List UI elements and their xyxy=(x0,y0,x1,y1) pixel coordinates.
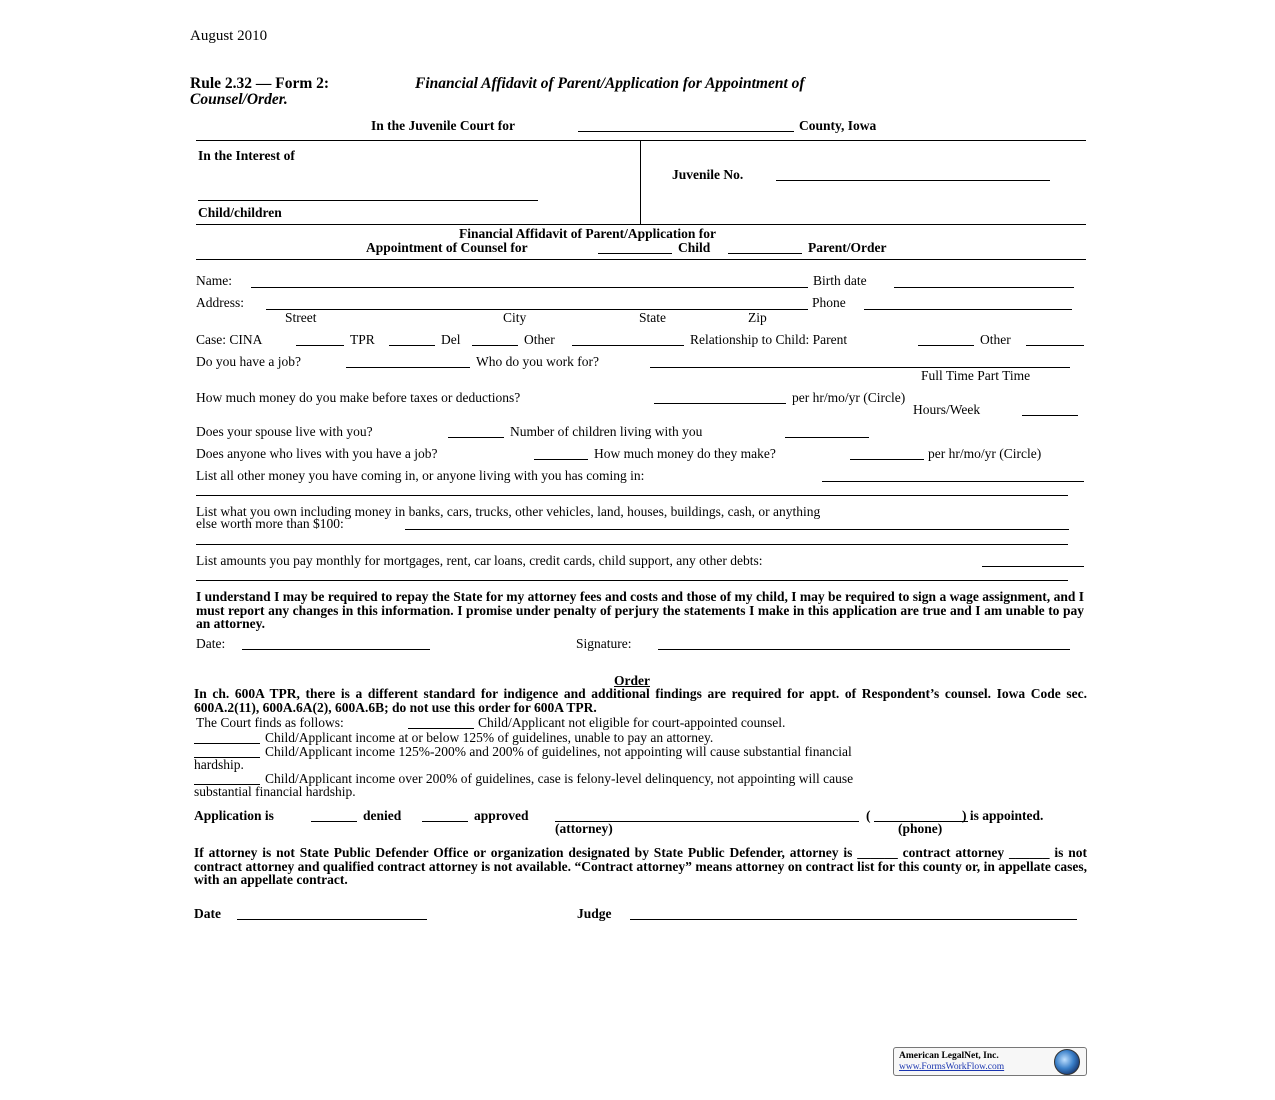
order-date-field[interactable] xyxy=(237,919,427,920)
income-label: How much money do you make before taxes or deductions? xyxy=(196,390,521,405)
affiant-date-field[interactable] xyxy=(242,649,430,650)
del-field[interactable] xyxy=(472,345,518,346)
job-label: Do you have a job? xyxy=(196,354,301,369)
relationship-other-field[interactable] xyxy=(1026,345,1084,346)
children-count-label: Number of children living with you xyxy=(510,424,703,439)
court-prefix: In the Juvenile Court for xyxy=(371,118,515,133)
interest-of-label: In the Interest of xyxy=(198,148,295,163)
caption-bottom-rule xyxy=(196,224,1086,225)
assets-field-2[interactable] xyxy=(196,544,1068,545)
assets-label-line2: else worth more than $100: xyxy=(196,516,344,531)
street-caption: Street xyxy=(285,310,317,325)
full-part-time: Full Time Part Time xyxy=(921,368,1031,383)
state-caption: State xyxy=(639,310,666,325)
debts-label: List amounts you pay monthly for mortgages, rent, car loans, credit cards, child support, any other debts: xyxy=(196,553,763,568)
finding-2-text: Child/Applicant income at or below 125% of guidelines, unable to pay an attorney. xyxy=(265,730,714,745)
company-url[interactable]: www.FormsWorkFlow.com xyxy=(899,1062,1005,1072)
denied-field[interactable] xyxy=(311,821,357,822)
phone-caption: (phone) xyxy=(898,821,943,836)
phone-field[interactable] xyxy=(864,309,1072,310)
address-label: Address: xyxy=(196,295,244,310)
income-field[interactable] xyxy=(654,403,786,404)
household-income-label: How much money do they make? xyxy=(594,446,776,461)
finding-3-text-line1: Child/Applicant income 125%-200% and 200% of guidelines, not appointing will cause substantial financial xyxy=(265,744,852,759)
affiant-date-label: Date: xyxy=(196,636,226,651)
job-field[interactable] xyxy=(346,367,470,368)
case-del-label: Del xyxy=(441,332,461,347)
globe-icon xyxy=(1054,1049,1080,1075)
contract-attorney-text: If attorney is not State Public Defender Office or organization designated by State Public Defender, attorney is ______ contract attorney ______ is not contract attorney and qualified contract attorney is not available. “Contract attorney” means attorney on contract list for this county or, in appellate cases, with an appellate contract. xyxy=(194,845,1087,887)
case-other-field[interactable] xyxy=(572,345,684,346)
juvenile-no-field[interactable] xyxy=(776,180,1050,181)
rule-number: Rule 2.32 — Form 2: xyxy=(190,75,330,92)
phone-paren-open: ( xyxy=(866,808,871,823)
application-is-label: Application is xyxy=(194,808,274,823)
american-legalnet-logo[interactable] xyxy=(893,1047,1087,1076)
form-title-line2: Counsel/Order. xyxy=(190,91,288,108)
approved-field[interactable] xyxy=(422,821,468,822)
affidavit-title-child: Child xyxy=(678,240,711,255)
child-name-field[interactable] xyxy=(198,200,538,201)
household-job-label: Does anyone who lives with you have a job? xyxy=(196,446,438,461)
counsel-for-parent-field[interactable] xyxy=(728,253,802,254)
form-title-line1: Financial Affidavit of Parent/Application for Appointment of xyxy=(415,75,805,92)
court-finds-label: The Court finds as follows: xyxy=(196,715,344,730)
counsel-for-child-field[interactable] xyxy=(598,253,672,254)
denied-label: denied xyxy=(363,808,402,823)
order-note: In ch. 600A TPR, there is a different standard for indigence and additional findings are required for appt. of Respondent’s counsel. Iowa Code sec. 600A.2(11), 600A.6A(2), 600A.6B; do not use this order for 600A TPR. xyxy=(194,686,1087,715)
name-label: Name: xyxy=(196,273,232,288)
address-field[interactable] xyxy=(266,309,808,310)
household-per-label: per hr/mo/yr (Circle) xyxy=(928,446,1042,461)
name-field[interactable] xyxy=(251,287,808,288)
finding-4-text-line2: substantial financial hardship. xyxy=(194,784,356,799)
debts-field[interactable] xyxy=(982,566,1084,567)
children-count-field[interactable] xyxy=(785,437,869,438)
relationship-parent-label: Relationship to Child: Parent xyxy=(690,332,848,347)
debts-field-2[interactable] xyxy=(196,580,1068,581)
affidavit-title-line2a: Appointment of Counsel for xyxy=(366,240,528,255)
household-income-field[interactable] xyxy=(850,459,924,460)
zip-caption: Zip xyxy=(748,310,767,325)
case-tpr-label: TPR xyxy=(350,332,375,347)
finding-1-field[interactable] xyxy=(408,728,474,729)
spouse-label: Does your spouse live with you? xyxy=(196,424,373,439)
birth-date-label: Birth date xyxy=(813,273,867,288)
case-cina-label: Case: CINA xyxy=(196,332,263,347)
court-suffix: County, Iowa xyxy=(799,118,877,133)
assets-field[interactable] xyxy=(405,529,1069,530)
relationship-parent-field[interactable] xyxy=(918,345,974,346)
juvenile-no-label: Juvenile No. xyxy=(672,167,744,182)
cina-field[interactable] xyxy=(296,345,344,346)
hours-week-label: Hours/Week xyxy=(913,402,981,417)
other-income-field-2[interactable] xyxy=(196,495,1068,496)
affidavit-title-parent: Parent/Order xyxy=(808,240,887,255)
finding-4-text-line1: Child/Applicant income over 200% of guidelines, case is felony-level delinquency, not appointing will cause xyxy=(265,771,854,786)
work-for-label: Who do you work for? xyxy=(476,354,599,369)
affidavit-title-rule xyxy=(196,259,1086,260)
finding-2-field[interactable] xyxy=(194,743,260,744)
assets-label-line1: List what you own including money in banks, cars, trucks, other vehicles, land, houses, buildings, cash, or anything xyxy=(196,504,821,519)
order-heading: Order xyxy=(614,673,650,688)
household-job-field[interactable] xyxy=(534,459,588,460)
phone-label: Phone xyxy=(812,295,846,310)
affidavit-title-line1: Financial Affidavit of Parent/Application for xyxy=(459,226,716,241)
birth-date-field[interactable] xyxy=(894,287,1074,288)
attorney-caption: (attorney) xyxy=(555,821,613,836)
finding-1-text: Child/Applicant not eligible for court-appointed counsel. xyxy=(478,715,786,730)
tpr-field[interactable] xyxy=(389,345,435,346)
judge-label: Judge xyxy=(577,906,612,921)
hours-week-field[interactable] xyxy=(1022,415,1078,416)
case-other-label: Other xyxy=(524,332,555,347)
child-label: Child/children xyxy=(198,205,282,220)
approved-label: approved xyxy=(474,808,529,823)
income-per-label: per hr/mo/yr (Circle) xyxy=(792,390,906,405)
signature-label: Signature: xyxy=(576,636,632,651)
city-caption: City xyxy=(503,310,527,325)
finding-3-text-line2: hardship. xyxy=(194,757,244,772)
company-name: American LegalNet, Inc. xyxy=(899,1051,999,1061)
order-date-label: Date xyxy=(194,906,221,921)
appointed-label: ) is appointed. xyxy=(962,808,1044,823)
revision-date: August 2010 xyxy=(190,28,268,44)
other-income-field[interactable] xyxy=(822,481,1084,482)
caption-divider xyxy=(640,140,641,224)
spouse-field[interactable] xyxy=(448,437,504,438)
judge-signature-field[interactable] xyxy=(630,919,1077,920)
perjury-statement: I understand I may be required to repay the State for my attorney fees and costs and those of my child, I may be required to sign a wage assignment, and I must report any changes in this information. I promise under penalty of perjury the statements I make in this application are true and I am unable to pay an attorney. xyxy=(196,589,1084,631)
other-income-label: List all other money you have coming in, or anyone living with you has coming in: xyxy=(196,468,645,483)
relationship-other-label: Other xyxy=(980,332,1011,347)
signature-field[interactable] xyxy=(658,649,1070,650)
county-field[interactable] xyxy=(578,131,794,132)
caption-top-rule xyxy=(196,140,1086,141)
